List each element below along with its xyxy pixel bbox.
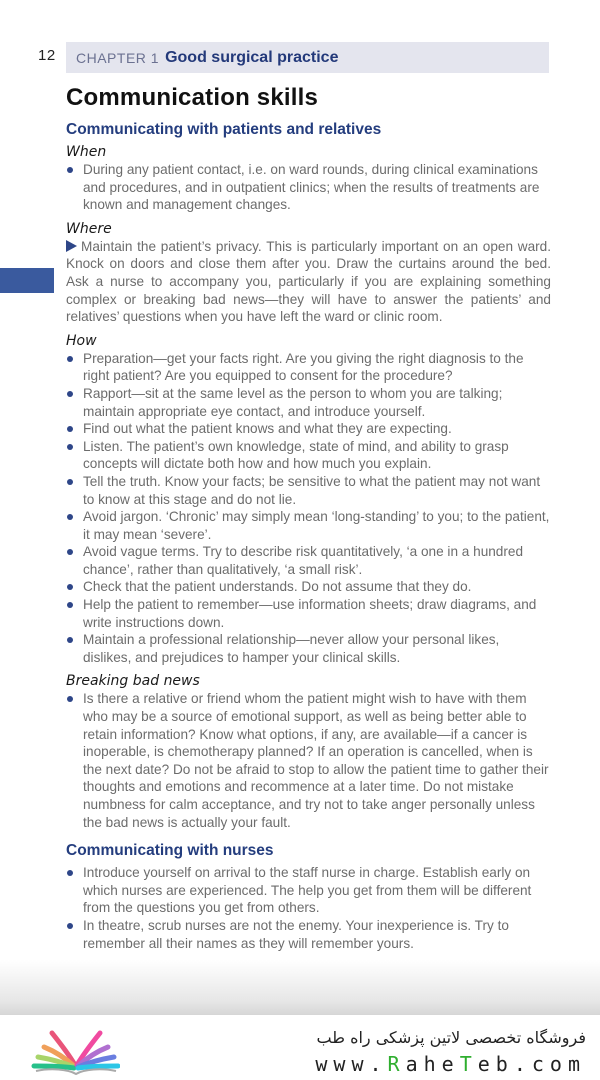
bullet-icon <box>67 870 73 876</box>
chapter-header <box>66 42 549 73</box>
open-book-icon <box>30 1025 120 1075</box>
how-list <box>66 350 551 667</box>
store-url[interactable]: www.RaheTeb.com <box>315 1052 586 1076</box>
bullet-icon <box>67 391 73 397</box>
list-item: Check that the patient understands. Do not assume that they do. <box>66 578 551 596</box>
list-item: During any patient contact, i.e. on ward rounds, during clinical examinations and procedures, and in outpatient clinics; when the results of treatments are known and management changes. <box>66 161 551 214</box>
list-item: Help the patient to remember—use information sheets; draw diagrams, and write instructions down. <box>66 596 551 631</box>
bullet-icon <box>67 356 73 362</box>
section-heading-nurses: Communicating with nurses <box>66 842 274 860</box>
thumb-index-tab <box>0 268 54 293</box>
store-name-persian: فروشگاه تخصصی لاتین پزشکی راه طب <box>316 1028 586 1047</box>
subhead-how: How <box>66 332 97 349</box>
list-item: Maintain a professional relationship—never allow your personal likes, dislikes, and prejudices to hamper your clinical skills. <box>66 631 551 666</box>
subhead-breaking-bad-news: Breaking bad news <box>66 673 200 690</box>
subhead-when: When <box>66 144 107 160</box>
subhead-where: Where <box>66 220 112 237</box>
page-content <box>66 84 551 952</box>
bullet-icon <box>67 923 73 929</box>
list-item: Introduce yourself on arrival to the staff nurse in charge. Establish early on which nurses are experienced. The help you get from them will be different from the questions you get from others. <box>66 864 551 917</box>
bullet-icon <box>67 514 73 520</box>
bullet-icon <box>67 696 73 702</box>
page-number: 12 <box>38 47 56 64</box>
list-item: Preparation—get your facts right. Are you giving the right diagnosis to the right patient? Are you equipped to consent for the procedure? <box>66 350 551 385</box>
bullet-icon <box>67 479 73 485</box>
bullet-icon <box>67 602 73 608</box>
section-heading-patients: Communicating with patients and relatives <box>66 121 382 138</box>
list-item: Is there a relative or friend whom the patient might wish to have with them who may be a source of emotional support, as well as being better able to retain information? Know what options, if any, are available—if a cancer is inoperable, is chemotherapy planned? If an operation is cancelled, when is the next date? Do not be afraid to stop to allow the patient time to gather their thoughts and emotions and recommence at a later time. Do not mistake numbness for calm acceptance, and try not to take anger personally unless the bad news is actually your fault. <box>66 690 551 831</box>
bullet-icon <box>67 444 73 450</box>
list-item: Rapport—sit at the same level as the person to whom you are talking; maintain appropriate eye contact, and introduce yourself. <box>66 385 551 420</box>
page-title: Communication skills <box>66 84 319 111</box>
when-list <box>66 161 551 214</box>
watermark-footer <box>0 1015 600 1080</box>
list-item: Find out what the patient knows and what they are expecting. <box>66 420 551 438</box>
arrow-right-icon <box>66 240 77 252</box>
bullet-icon <box>67 637 73 643</box>
list-item: In theatre, scrub nurses are not the enemy. Your inexperience is. Try to remember all their names as they will remember yours. <box>66 917 551 952</box>
where-paragraph: Maintain the patient’s privacy. This is particularly important on an open ward. Knock on doors and close them after you. Draw the curtains around the bed. Ask a nurse to accompany you, particularly if you are explaining something complex or breaking bad news—they will have to answer the patients’ and relatives’ questions when you have left the ward or clinic room. <box>66 238 551 325</box>
list-item: Listen. The patient’s own knowledge, state of mind, and ability to grasp concepts will dictate both how and how much you explain. <box>66 438 551 473</box>
bullet-icon <box>67 426 73 432</box>
list-item: Tell the truth. Know your facts; be sensitive to what the patient may not want to know at this stage and do not lie. <box>66 473 551 508</box>
bad-news-list <box>66 690 551 831</box>
nurses-list <box>66 864 551 952</box>
chapter-label: CHAPTER 1 <box>76 49 160 66</box>
bullet-icon <box>67 167 73 173</box>
bullet-icon <box>67 584 73 590</box>
bullet-icon <box>67 549 73 555</box>
list-item: Avoid jargon. ‘Chronic’ may simply mean ‘long-standing’ to you; to the patient, it may mean ‘severe’. <box>66 508 551 543</box>
list-item: Avoid vague terms. Try to describe risk quantitatively, ‘a one in a hundred chance’, rather than qualitatively, ‘a small risk’. <box>66 543 551 578</box>
chapter-title: Good surgical practice <box>165 48 339 66</box>
